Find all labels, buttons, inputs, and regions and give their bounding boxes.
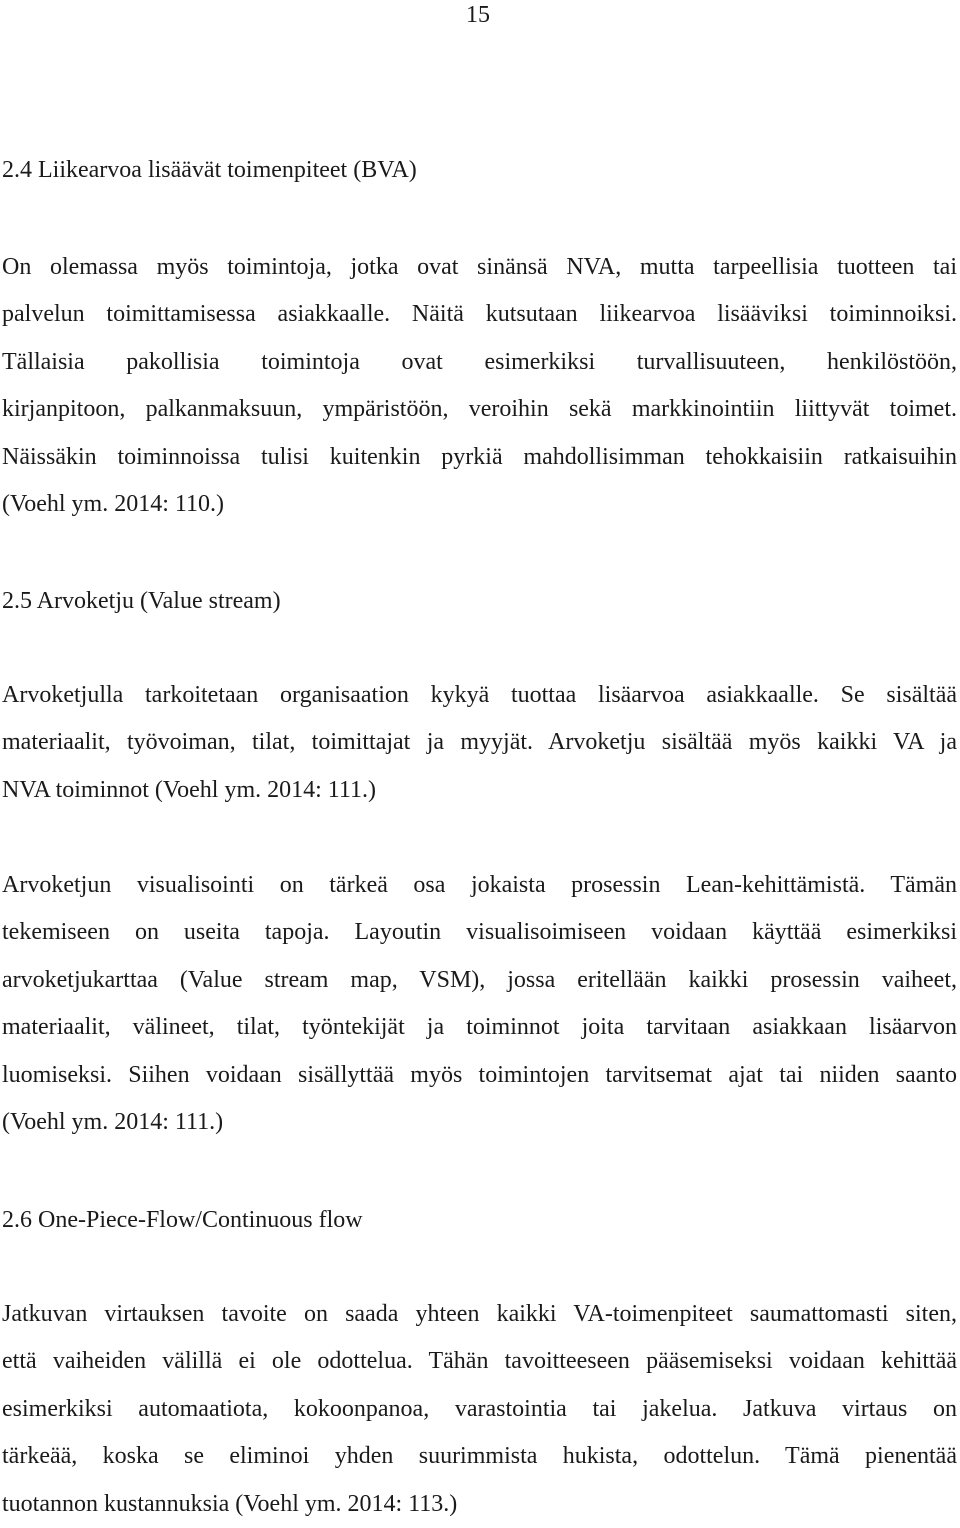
text-line: palvelun toimittamisessa asiakkaalle. Näitä kutsutaan liikearvoa lisääviksi toiminnoiksi. [2, 301, 957, 328]
text-line: materiaalit, työvoiman, tilat, toimittajat ja myyjät. Arvoketju sisältää myös kaikki VA ja [2, 729, 957, 756]
text-line: arvoketjukarttaa (Value stream map, VSM), jossa eritellään kaikki prosessin vaiheet, [2, 966, 957, 993]
section-heading-2-4: 2.4 Liikearvoa lisäävät toimenpiteet (BVA) [2, 157, 417, 183]
text-line: kirjanpitoon, palkanmaksuun, ympäristöön, veroihin sekä markkinointiin liittyvät toimet. [2, 396, 957, 423]
paragraph-2-5-2 [2, 862, 957, 1146]
text-line: tuotannon kustannuksia (Voehl ym. 2014: 113.) [2, 1490, 458, 1517]
text-line: On olemassa myös toimintoja, jotka ovat sinänsä NVA, mutta tarpeellisia tuotteen tai [2, 254, 957, 280]
text-line: (Voehl ym. 2014: 110.) [2, 490, 224, 517]
paragraph-2-5-1 [2, 672, 957, 814]
text-line: Tällaisia pakollisia toimintoja ovat esimerkiksi turvallisuuteen, henkilöstöön, [2, 348, 957, 375]
text-line: NVA toiminnot (Voehl ym. 2014: 111.) [2, 776, 377, 803]
section-heading-2-6: 2.6 One-Piece-Flow/Continuous flow [2, 1207, 363, 1233]
page-number: 15 [466, 2, 490, 28]
paragraph-2-6-1 [2, 1291, 957, 1528]
text-line: esimerkiksi automaatiota, kokoonpanoa, varastointia tai jakelua. Jatkuva virtaus on [2, 1395, 957, 1422]
text-line: Arvoketjun visualisointi on tärkeä osa jokaista prosessin Lean-kehittämistä. Tämän [2, 872, 957, 898]
text-line: Jatkuvan virtauksen tavoite on saada yhteen kaikki VA-toimenpiteet saumattomasti siten, [2, 1301, 957, 1327]
paragraph-2-4-1 [2, 244, 957, 528]
text-line: tekemiseen on useita tapoja. Layoutin visualisoimiseen voidaan käyttää esimerkiksi [2, 919, 957, 946]
section-heading-2-5: 2.5 Arvoketju (Value stream) [2, 588, 281, 614]
text-line: (Voehl ym. 2014: 111.) [2, 1108, 224, 1135]
text-line: Arvoketjulla tarkoitetaan organisaation kykyä tuottaa lisäarvoa asiakkaalle. Se sisältää [2, 682, 957, 708]
text-line: materiaalit, välineet, tilat, työntekijät ja toiminnot joita tarvitaan asiakkaan lisäarvon [2, 1014, 957, 1041]
text-line: että vaiheiden välillä ei ole odottelua. Tähän tavoitteeseen pääsemiseksi voidaan kehittää [2, 1348, 957, 1375]
text-line: tärkeää, koska se eliminoi yhden suurimmista hukista, odottelun. Tämä pienentää [2, 1443, 957, 1470]
text-line: luomiseksi. Siihen voidaan sisällyttää myös toimintojen tarvitsemat ajat tai niiden saanto [2, 1061, 957, 1088]
text-line: Näissäkin toiminnoissa tulisi kuitenkin pyrkiä mahdollisimman tehokkaisiin ratkaisuihin [2, 443, 957, 470]
